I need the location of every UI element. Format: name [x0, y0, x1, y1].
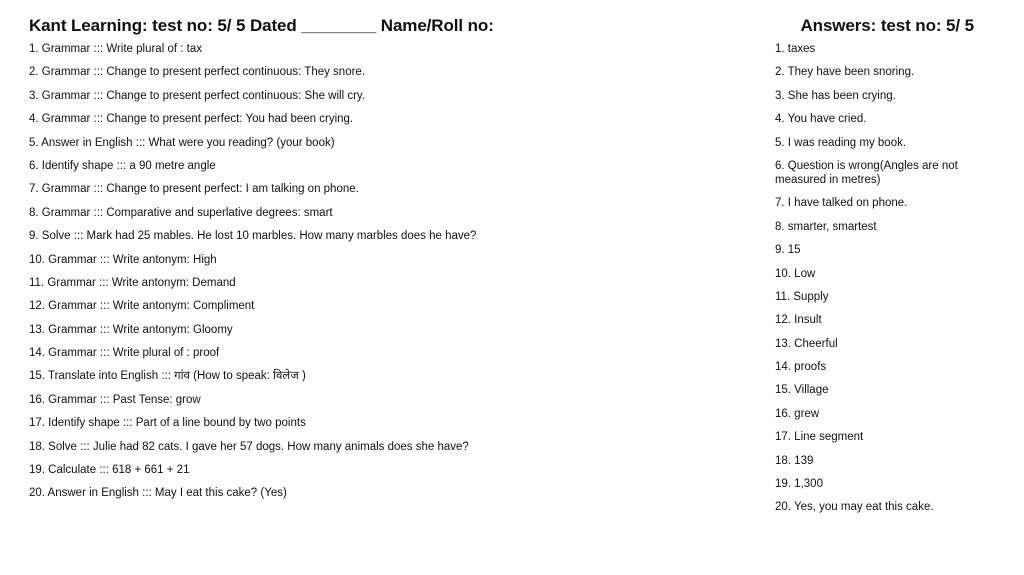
answer-item: 17. Line segment [775, 431, 864, 444]
question-item: 6. Identify shape ::: a 90 metre angle [29, 159, 216, 172]
answer-item: 19. 1,300 [775, 478, 823, 491]
answer-item: 11. Supply [775, 290, 829, 303]
answer-item: 20. Yes, you may eat this cake. [775, 501, 934, 514]
answer-item: 2. They have been snoring. [775, 66, 915, 79]
answer-item: 13. Cheerful [775, 337, 838, 350]
answers-title: Answers: test no: 5/ 5 [800, 16, 974, 35]
answer-item: 5. I was reading my book. [775, 136, 907, 149]
question-item: 5. Answer in English ::: What were you reading? (your book) [29, 136, 335, 149]
question-item: 20. Answer in English ::: May I eat this cake? (Yes) [29, 487, 287, 500]
answer-item: 4. You have cried. [775, 113, 867, 126]
answer-item: 14. proofs [775, 361, 827, 374]
answer-item: 9. 15 [775, 244, 801, 257]
question-item: 4. Grammar ::: Change to present perfect: You had been crying. [29, 113, 354, 126]
question-item: 13. Grammar ::: Write antonym: Gloomy [29, 323, 233, 336]
question-item: 11. Grammar ::: Write antonym: Demand [29, 276, 236, 289]
question-item: 2. Grammar ::: Change to present perfect continuous: They snore. [29, 66, 366, 79]
question-item: 10. Grammar ::: Write antonym: High [29, 253, 217, 266]
answers-list [775, 42, 985, 524]
answer-item: 12. Insult [775, 314, 822, 327]
question-item: 16. Grammar ::: Past Tense: grow [29, 393, 201, 406]
answer-item: 1. taxes [775, 43, 816, 55]
question-item: 18. Solve ::: Julie had 82 cats. I gave her 57 dogs. How many animals does she have? [29, 440, 469, 453]
answer-item: 3. She has been crying. [775, 89, 896, 102]
answer-item: 18. 139 [775, 454, 814, 467]
question-item: 9. Solve ::: Mark had 25 mables. He lost 10 marbles. How many marbles does he have? [29, 230, 477, 243]
question-item: 19. Calculate ::: 618 + 661 + 21 [29, 464, 190, 477]
answer-item: 8. smarter, smartest [775, 220, 877, 233]
question-item: 14. Grammar ::: Write plural of : proof [29, 347, 220, 360]
question-item: 12. Grammar ::: Write antonym: Compliment [29, 300, 255, 313]
question-item: 15. Translate into English ::: गांव (How to speak: विलेज ) [29, 370, 306, 383]
question-item: 17. Identify shape ::: Part of a line bound by two points [29, 417, 306, 430]
answer-item: 6. Question is wrong(Angles are not measured in metres) [775, 159, 958, 186]
question-item: 1. Grammar ::: Write plural of : tax [29, 43, 202, 55]
question-item: 3. Grammar ::: Change to present perfect continuous: She will cry. [29, 89, 365, 102]
question-item: 7. Grammar ::: Change to present perfect: I am talking on phone. [29, 183, 359, 196]
questions-list [29, 42, 729, 510]
answer-item: 7. I have talked on phone. [775, 197, 908, 210]
test-title: Kant Learning: test no: 5/ 5 Dated ________ Name/Roll no: [29, 16, 494, 35]
answer-item: 16. grew [775, 407, 820, 420]
answer-item: 10. Low [775, 267, 816, 280]
question-item: 8. Grammar ::: Comparative and superlative degrees: smart [29, 206, 333, 219]
answer-item: 15. Village [775, 384, 829, 397]
